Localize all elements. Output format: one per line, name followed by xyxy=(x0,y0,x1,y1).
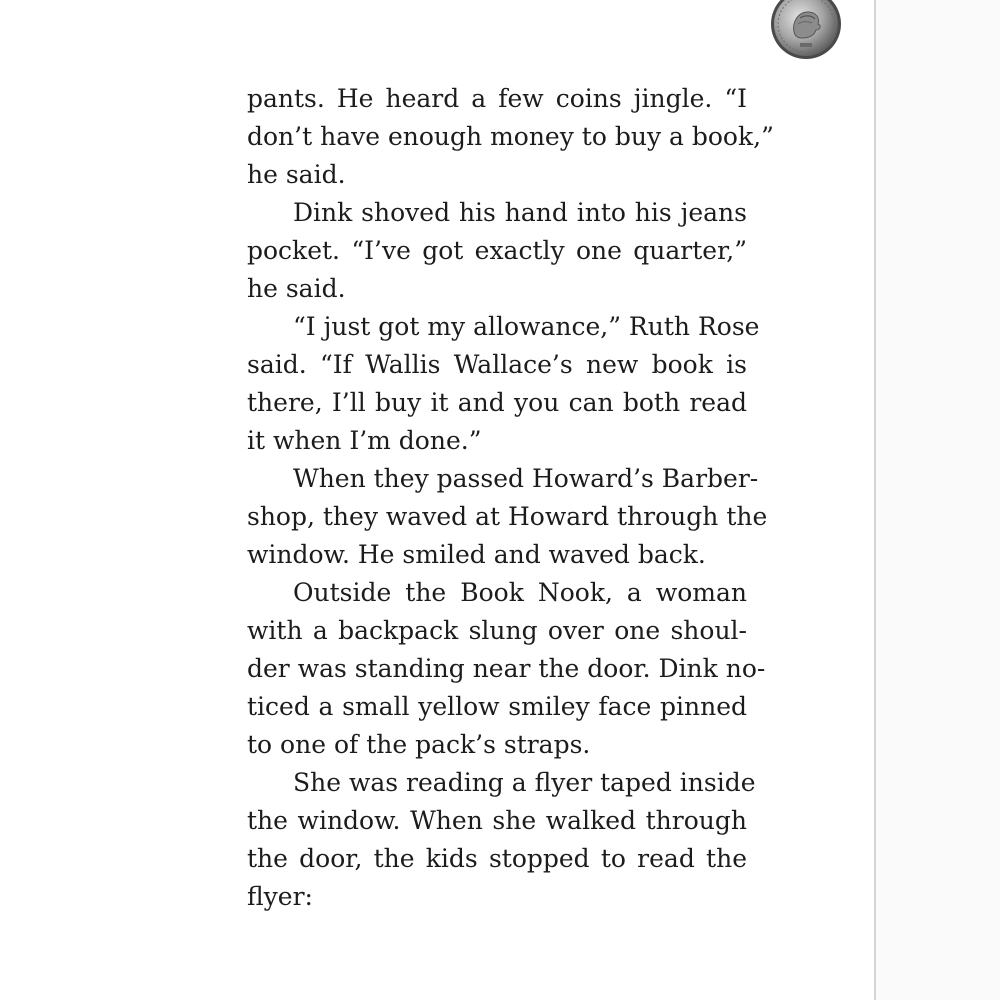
text-line: When they passed Howard’s Barber- xyxy=(293,464,759,493)
text-line: the window. When she walked through xyxy=(247,806,747,835)
text-line: flyer: xyxy=(247,882,313,911)
text-line: pants. He heard a few coins jingle. “I xyxy=(247,84,747,113)
text-line: Dink shoved his hand into his jeans xyxy=(293,198,747,227)
text-line: der was standing near the door. Dink no- xyxy=(247,654,766,683)
text-line: don’t have enough money to buy a book,” xyxy=(247,122,774,151)
text-line: the door, the kids stopped to read the xyxy=(247,844,747,873)
text-line: he said. xyxy=(247,274,346,303)
text-line: window. He smiled and waved back. xyxy=(247,540,706,569)
text-line: ticed a small yellow smiley face pinned xyxy=(247,692,747,721)
text-line: “I just got my allowance,” Ruth Rose xyxy=(293,312,760,341)
page-margin xyxy=(876,0,1000,1000)
text-line: She was reading a flyer taped inside xyxy=(293,768,756,797)
text-line: there, I’ll buy it and you can both read xyxy=(247,388,747,417)
quarter-coin-icon xyxy=(770,0,842,60)
text-line: it when I’m done.” xyxy=(247,426,482,455)
text-line: with a backpack slung over one shoul- xyxy=(247,616,747,645)
text-line: Outside the Book Nook, a woman xyxy=(293,578,747,607)
text-line: he said. xyxy=(247,160,346,189)
text-line: said. “If Wallis Wallace’s new book is xyxy=(247,350,747,379)
body-text xyxy=(247,80,774,916)
text-line: shop, they waved at Howard through the xyxy=(247,502,768,531)
text-line: to one of the pack’s straps. xyxy=(247,730,591,759)
text-line: pocket. “I’ve got exactly one quarter,” xyxy=(247,236,747,265)
